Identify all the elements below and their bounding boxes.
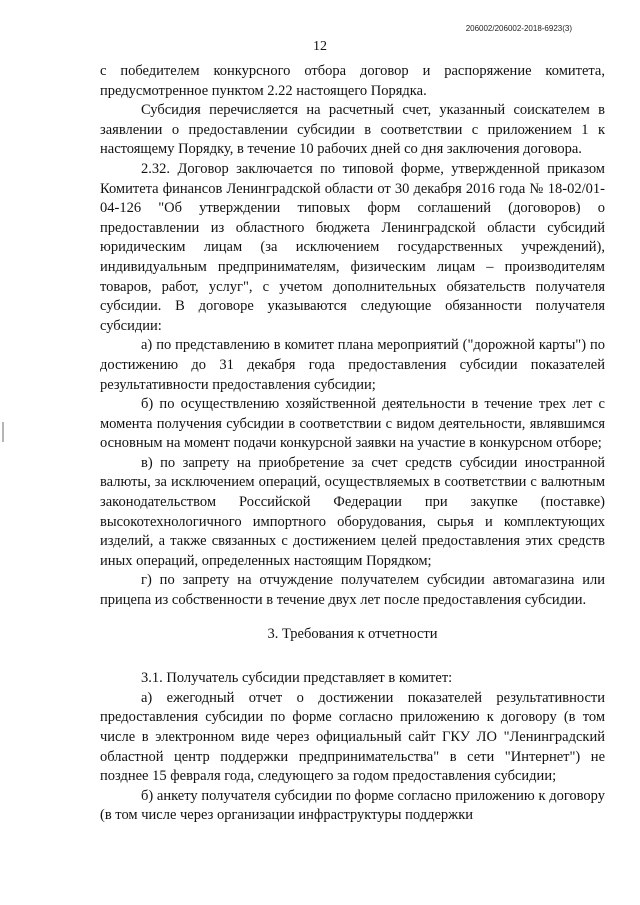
paragraph-item-a: а) по представлению в комитет плана мероприятий ("дорожной карты") по достижению до 31 декабря года предоставления субсидии показателей результативности предоставления субсидии; [100,337,605,393]
paragraph-3-1: 3.1. Получатель субсидии представляет в комитет: [141,670,453,687]
section-heading: 3. Требования к отчетности [267,625,438,642]
paragraph-item-b: б) по осуществлению хозяйственной деятельности в течение трех лет с момента получения субсидии в соответствии с видом деятельности, являвшимся основным на момент подачи конкурсной заявки на участие в конкурсном отборе; [100,396,605,452]
paragraph-report-b: б) анкету получателя субсидии по форме согласно приложению к договору (в том числе через организации инфраструктуры поддержки [100,787,605,824]
paragraph-2-32: 2.32. Договор заключается по типовой форме, утвержденной приказом Комитета финансов Ленинградской области от 30 декабря 2016 года № 18-02/01-04-126 "Об утверждении типовых форм соглашений (договоров) о предоставлении из областного бюджета Ленинградской области субсидий юридическим лицам (за исключением государственных учреждений), индивидуальным предпринимателям, физическим лицам – производителям товаров, работ, услуг", с учетом дополнительных обязательств получателя субсидии. В договоре указываются следующие обязанности получателя субсидии: [100,160,605,334]
page-number: 12 [313,39,327,54]
paragraph-subsidy-transfer: Субсидия перечисляется на расчетный счет, указанный соискателем в заявлении о предоставлении субсидии в соответствии с приложением 1 к настоящему Порядку, в течение 10 рабочих дней со дня заключения договора. [100,102,605,158]
scan-edge-mark [2,422,4,442]
paragraph-report-a: а) ежегодный отчет о достижении показателей результативности предоставления субсидии по форме согласно приложению к договору (в том числе в электронном виде через официальный сайт ГКУ ЛО "Ленинградский областной центр поддержки предпринимательства" в сети "Интернет") не позднее 15 февраля года, следующего за годом предоставления субсидии; [100,689,605,785]
paragraph-item-g: г) по запрету на отчуждение получателем субсидии автомагазина или прицепа из собственности в течение двух лет после предоставления субсидии. [100,572,605,609]
paragraph-continuation: с победителем конкурсного отбора договор и распоряжение комитета, предусмотренное пунктом 2.22 настоящего Порядка. [100,63,605,99]
document-body [100,62,605,826]
document-id: 206002/206002-2018-6923(3) [465,24,572,33]
paragraph-item-v: в) по запрету на приобретение за счет средств субсидии иностранной валюты, за исключением операций, осуществляемых в соответствии с валютным законодательством Российской Федерации при закупке (поставке) высокотехнологичного импортного оборудования, сырья и комплектующих изделий, а также связанных с достижением целей предоставления этих средств иных операций, определенных настоящим Порядком; [100,454,605,569]
